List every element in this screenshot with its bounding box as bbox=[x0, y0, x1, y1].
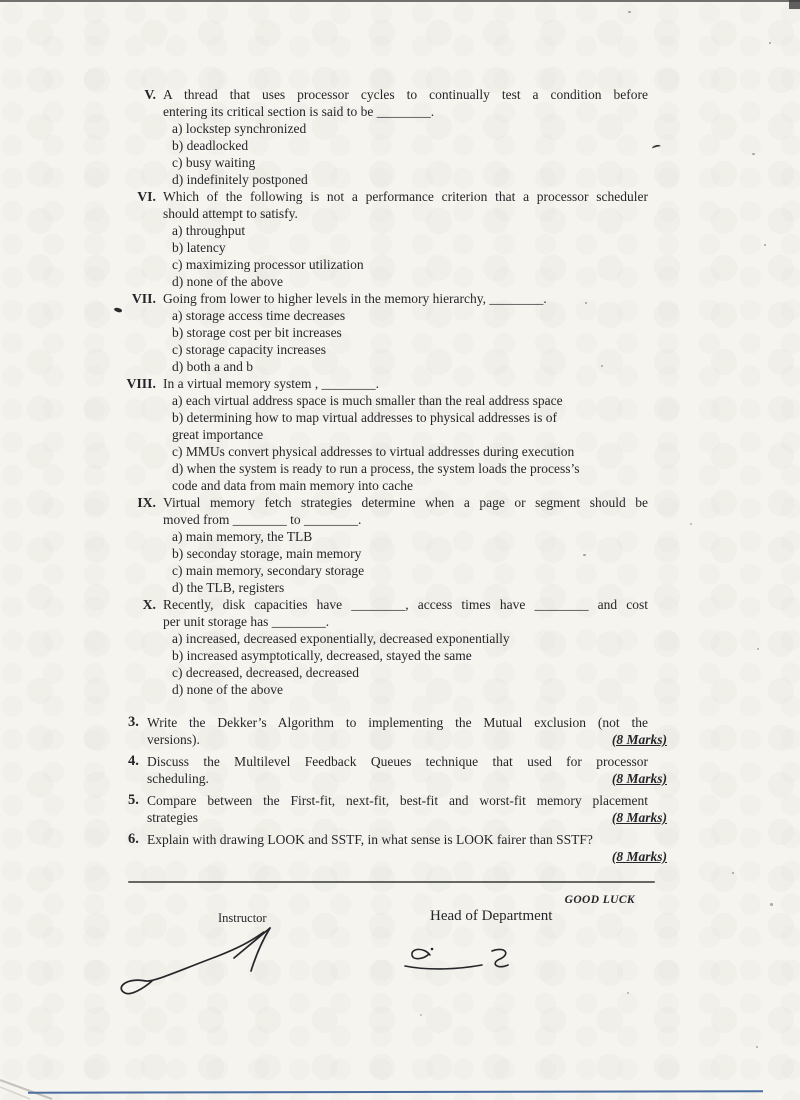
mcq-body bbox=[163, 290, 648, 375]
essay-body bbox=[147, 714, 667, 748]
question-line: Which of the following is not a performance criterion that a processor scheduler bbox=[163, 189, 648, 204]
option-line: c) MMUs convert physical addresses to virtual addresses during execution bbox=[172, 444, 575, 459]
option-line: a) lockstep synchronized bbox=[172, 121, 307, 136]
scan-speck bbox=[769, 42, 771, 44]
essay-number: 6. bbox=[128, 831, 139, 847]
marks-label: (8 Marks) bbox=[611, 849, 667, 864]
question-line: should attempt to satisfy. bbox=[163, 206, 298, 221]
option-line: b) seconday storage, main memory bbox=[172, 546, 362, 561]
scan-speck bbox=[627, 992, 629, 994]
instructor-label: Instructor bbox=[218, 911, 267, 925]
scan-speck bbox=[752, 153, 755, 155]
question-line: entering its critical section is said to be ________. bbox=[163, 104, 435, 119]
essay-question-line: Discuss the Multilevel Feedback Queues technique that used for processor bbox=[147, 754, 648, 769]
good-luck-text: GOOD LUCK bbox=[564, 894, 635, 906]
essay-body bbox=[147, 753, 667, 787]
option-line: c) busy waiting bbox=[172, 155, 256, 170]
option-line: d) none of the above bbox=[172, 682, 283, 697]
mcq-item bbox=[113, 188, 673, 290]
scan-speck bbox=[756, 1046, 758, 1048]
marks-label: (8 Marks) bbox=[611, 732, 667, 747]
essay-continuation: versions). bbox=[147, 732, 200, 747]
essay-item bbox=[128, 714, 673, 748]
scan-corner-notch bbox=[789, 0, 800, 9]
question-line: moved from ________ to ________. bbox=[163, 512, 362, 527]
mcq-numeral: VI. bbox=[137, 189, 156, 204]
option-line: d) none of the above bbox=[172, 274, 283, 289]
essay-section bbox=[128, 714, 673, 865]
option-line: b) deadlocked bbox=[172, 138, 249, 153]
page-corner-crease bbox=[0, 1072, 60, 1100]
option-line: b) determining how to map virtual addresses to physical addresses is of bbox=[172, 410, 558, 425]
option-line: c) main memory, secondary storage bbox=[172, 563, 365, 578]
mcq-body bbox=[163, 188, 648, 290]
option-line: d) both a and b bbox=[172, 359, 253, 374]
essay-question-line: Write the Dekker’s Algorithm to implementing the Mutual exclusion (not the bbox=[147, 715, 648, 730]
essay-body bbox=[147, 831, 667, 865]
instructor-signature bbox=[118, 924, 303, 1002]
scan-speck bbox=[628, 11, 631, 13]
option-line: a) throughput bbox=[172, 223, 246, 238]
option-line: a) increased, decreased exponentially, decreased exponentially bbox=[172, 631, 510, 646]
question-line: Virtual memory fetch strategies determine when a page or segment should be bbox=[163, 495, 648, 510]
option-line: d) the TLB, registers bbox=[172, 580, 285, 595]
essay-question-line: Explain with drawing LOOK and SSTF, in what sense is LOOK fairer than SSTF? bbox=[147, 832, 593, 847]
question-line: A thread that uses processor cycles to continually test a condition before bbox=[163, 87, 648, 102]
option-line: b) increased asymptotically, decreased, stayed the same bbox=[172, 648, 472, 663]
page-content bbox=[113, 86, 673, 883]
mcq-numeral: X. bbox=[142, 597, 156, 612]
marks-label: (8 Marks) bbox=[611, 810, 667, 825]
mcq-item bbox=[113, 596, 673, 698]
mcq-item bbox=[113, 375, 673, 494]
option-line: c) storage capacity increases bbox=[172, 342, 327, 357]
signature-divider bbox=[128, 881, 655, 883]
marks-label: (8 Marks) bbox=[611, 771, 667, 786]
head-of-department-label: Head of Department bbox=[430, 908, 553, 924]
essay-second-row bbox=[147, 770, 667, 787]
essay-continuation: strategies bbox=[147, 810, 198, 825]
option-line: d) when the system is ready to run a process, the system loads the process’s bbox=[172, 461, 580, 476]
option-line: c) decreased, decreased, decreased bbox=[172, 665, 359, 680]
question-line: In a virtual memory system , ________. bbox=[163, 376, 379, 391]
essay-second-row bbox=[147, 731, 667, 748]
mcq-item bbox=[113, 290, 673, 375]
option-line: a) storage access time decreases bbox=[172, 308, 346, 323]
question-line: per unit storage has ________. bbox=[163, 614, 330, 629]
scan-speck bbox=[585, 302, 587, 304]
essay-item bbox=[128, 831, 673, 865]
mcq-body bbox=[163, 86, 648, 188]
scan-bottom-line bbox=[28, 1090, 763, 1094]
essay-second-row bbox=[147, 809, 667, 826]
mcq-numeral: VII. bbox=[131, 291, 156, 306]
option-line: b) storage cost per bit increases bbox=[172, 325, 342, 340]
essay-question-line: Compare between the First-fit, next-fit, best-fit and worst-fit memory placement bbox=[147, 793, 648, 808]
option-line: great importance bbox=[172, 427, 264, 442]
mcq-section bbox=[113, 86, 673, 698]
mcq-numeral: VIII. bbox=[126, 376, 156, 391]
option-line: a) main memory, the TLB bbox=[172, 529, 313, 544]
essay-body bbox=[147, 792, 667, 826]
option-line: d) indefinitely postponed bbox=[172, 172, 308, 187]
question-line: Recently, disk capacities have ________, access times have ________ and cost bbox=[163, 597, 648, 612]
option-line: b) latency bbox=[172, 240, 226, 255]
essay-item bbox=[128, 753, 673, 787]
option-line: c) maximizing processor utilization bbox=[172, 257, 364, 272]
mcq-item bbox=[113, 494, 673, 596]
essay-second-row bbox=[147, 848, 667, 865]
scan-speck bbox=[764, 244, 766, 246]
scan-speck bbox=[583, 554, 586, 556]
head-of-department-signature bbox=[402, 942, 517, 980]
scan-speck bbox=[757, 648, 759, 650]
scan-speck bbox=[690, 523, 692, 525]
scan-speck bbox=[601, 365, 603, 367]
scan-speck bbox=[770, 903, 773, 906]
question-line: Going from lower to higher levels in the memory hierarchy, ________. bbox=[163, 291, 547, 306]
option-line: a) each virtual address space is much smaller than the real address space bbox=[172, 393, 563, 408]
option-line: code and data from main memory into cache bbox=[172, 478, 414, 493]
mcq-body bbox=[163, 596, 648, 698]
scan-top-edge bbox=[0, 0, 800, 2]
mcq-item bbox=[113, 86, 673, 188]
essay-continuation: scheduling. bbox=[147, 771, 209, 786]
mcq-body bbox=[163, 375, 648, 494]
mcq-numeral: V. bbox=[144, 87, 156, 102]
essay-number: 5. bbox=[128, 792, 139, 808]
essay-number: 4. bbox=[128, 753, 139, 769]
scan-speck bbox=[420, 1014, 422, 1016]
essay-number: 3. bbox=[128, 714, 139, 730]
scan-speck bbox=[732, 872, 734, 874]
mcq-numeral: IX. bbox=[137, 495, 156, 510]
mcq-body bbox=[163, 494, 648, 596]
essay-item bbox=[128, 792, 673, 826]
